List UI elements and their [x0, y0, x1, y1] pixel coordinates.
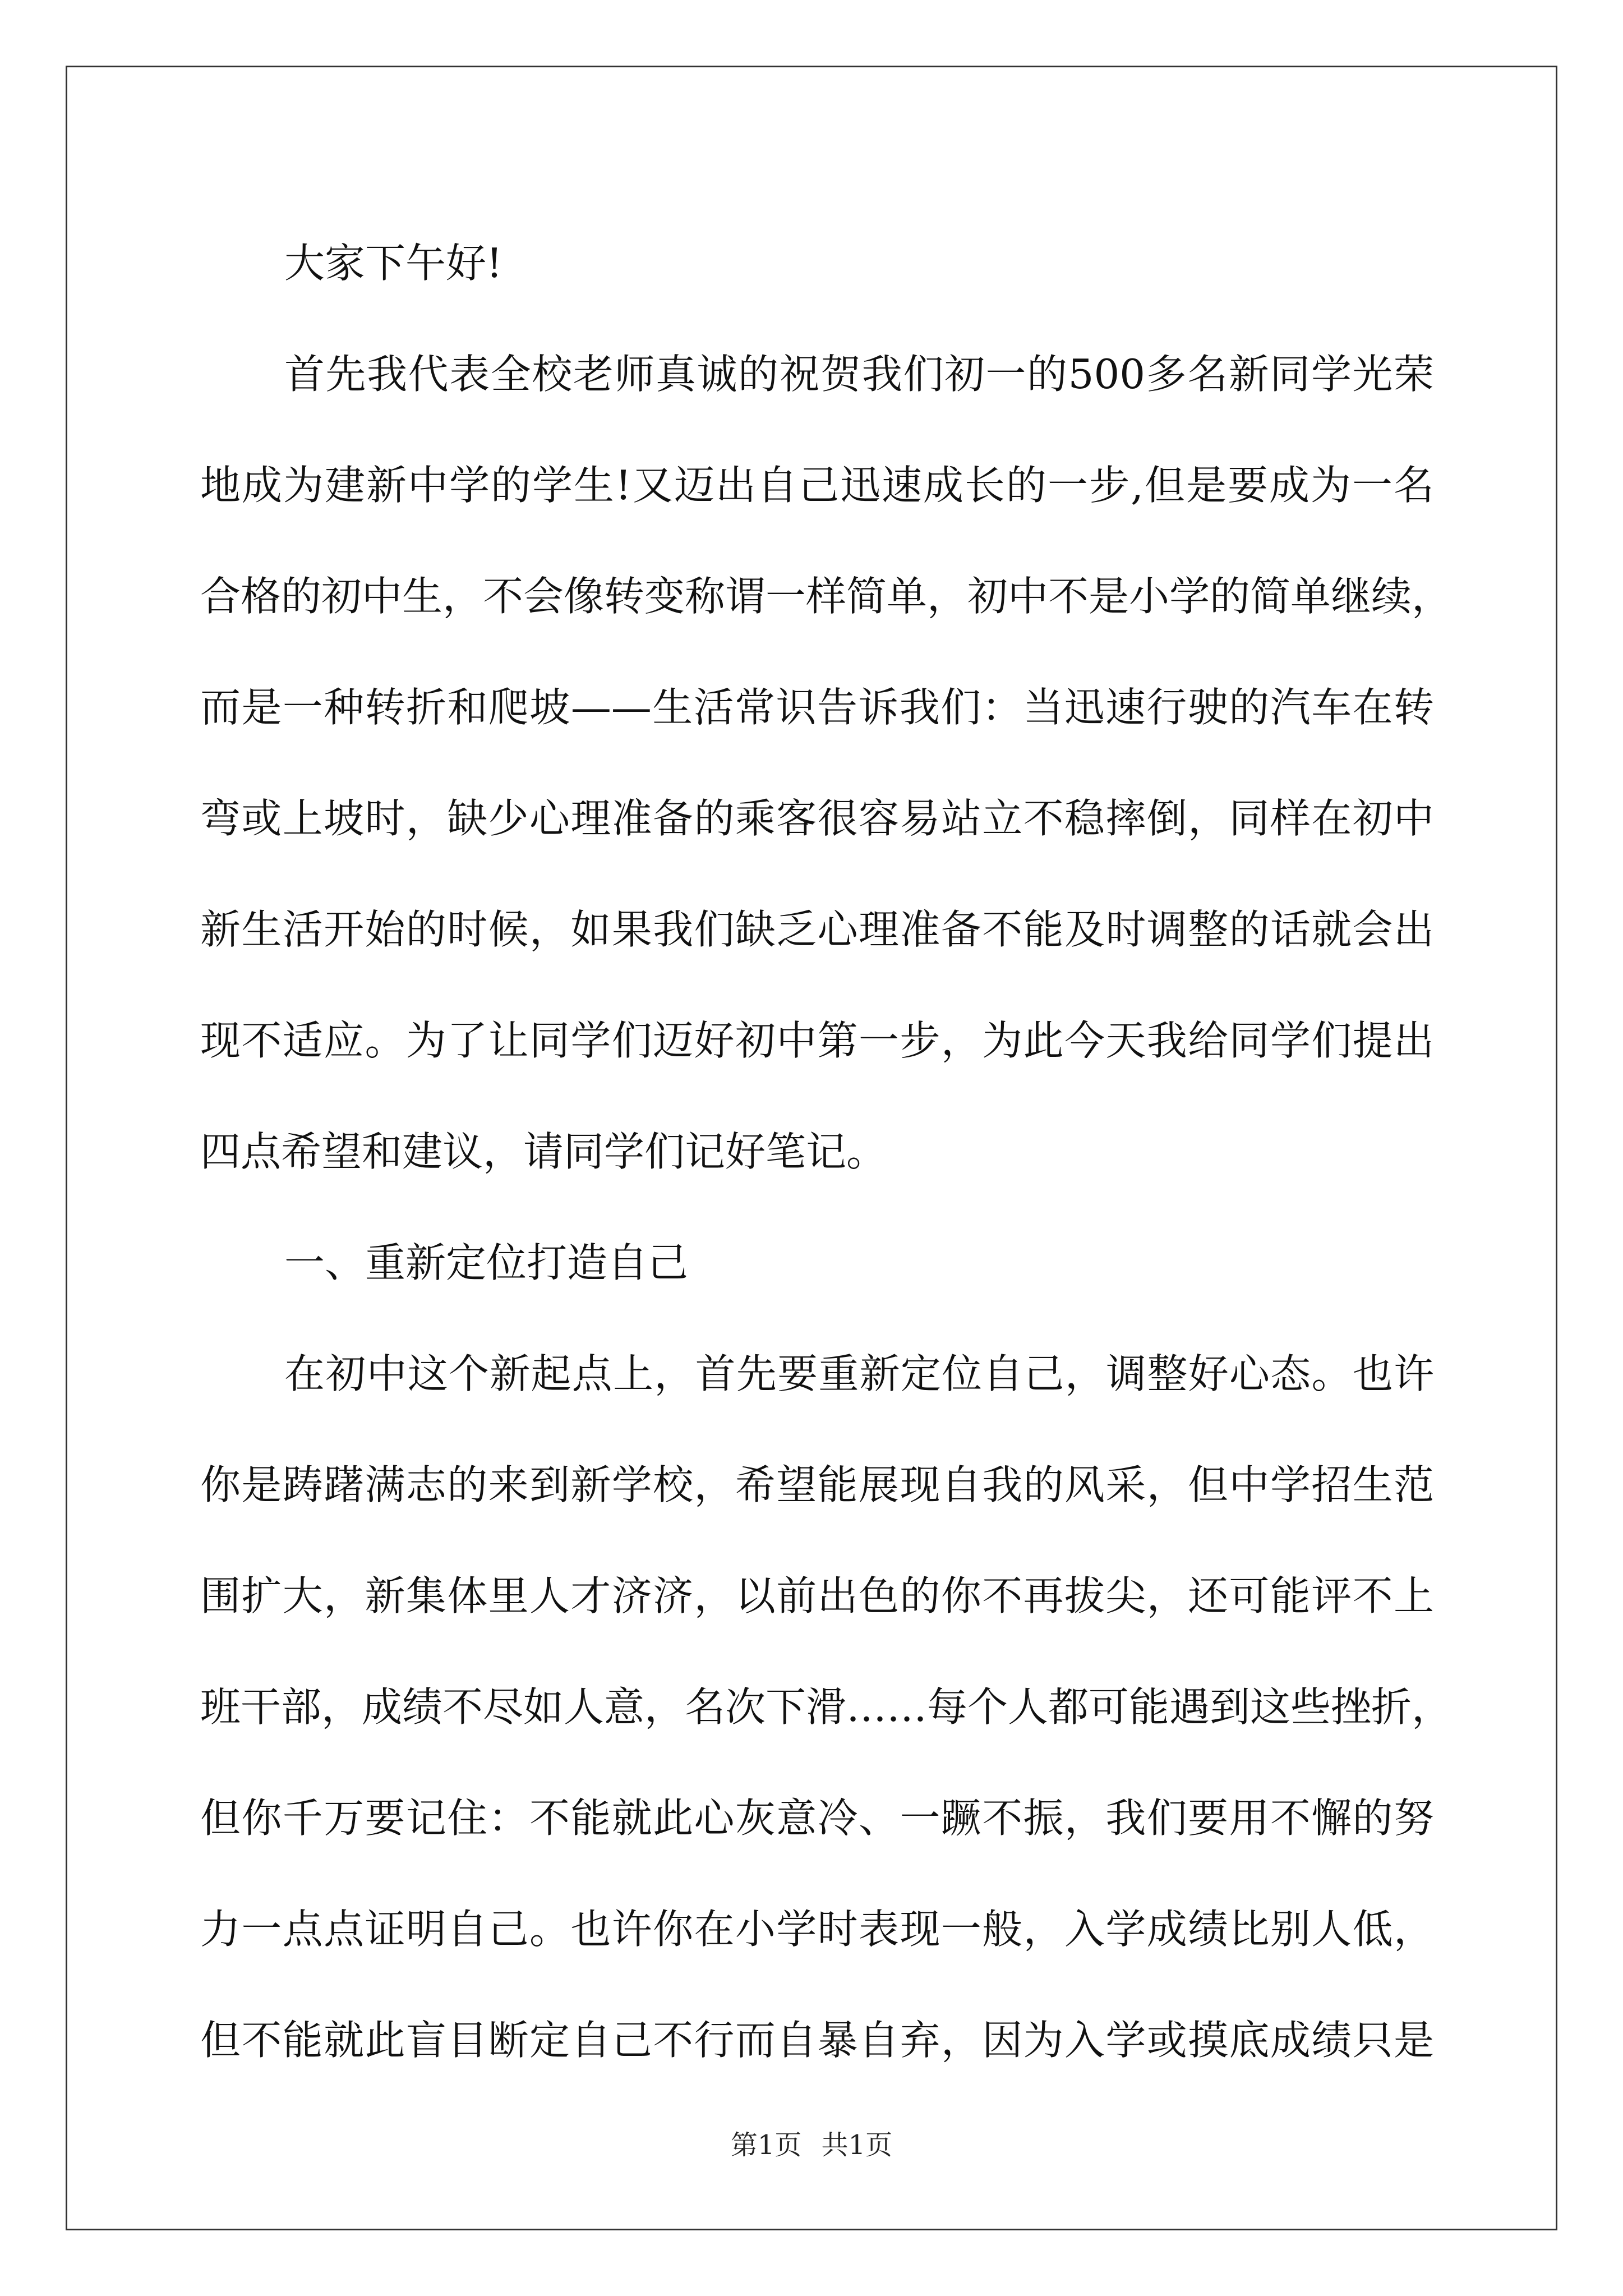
paragraph-line: 你是踌躇满志的来到新学校，希望能展现自我的风采，但中学招生范 [200, 1461, 1434, 1508]
paragraph-line: 弯或上坡时，缺少心理准备的乘客很容易站立不稳摔倒，同样在初中 [200, 795, 1434, 842]
paragraph-line: 力一点点证明自己。也许你在小学时表现一般，入学成绩比别人低， [200, 1906, 1434, 1953]
paragraph-line: 围扩大，新集体里人才济济，以前出色的你不再拔尖，还可能评不上 [200, 1572, 1434, 1619]
paragraph-line: 大家下午好! [284, 240, 502, 287]
page-total: 共1页 [821, 2129, 893, 2161]
paragraph-line: 新生活开始的时候，如果我们缺乏心理准备不能及时调整的话就会出 [200, 906, 1434, 953]
paragraph-line: 在初中这个新起点上，首先要重新定位自己，调整好心态。也许 [284, 1350, 1434, 1397]
paragraph-line: 但你千万要记住：不能就此心灰意冷、一蹶不振，我们要用不懈的努 [200, 1795, 1434, 1842]
page-number: 第1页 [730, 2129, 802, 2161]
paragraph-line: 而是一种转折和爬坡——生活常识告诉我们：当迅速行驶的汽车在转 [200, 684, 1434, 731]
paragraph-line: 四点希望和建议，请同学们记好笔记。 [200, 1128, 887, 1175]
paragraph-line: 班干部，成绩不尽如人意，名次下滑……每个人都可能遇到这些挫折， [200, 1683, 1453, 1731]
paragraph-line: 首先我代表全校老师真诚的祝贺我们初一的500多名新同学光荣 [284, 351, 1434, 398]
section-heading: 一、重新定位打造自己 [284, 1239, 689, 1286]
document-body [200, 208, 1453, 2096]
paragraph-line: 但不能就此盲目断定自己不行而自暴自弃，因为入学或摸底成绩只是 [200, 2017, 1434, 2064]
paragraph-line: 合格的初中生，不会像转变称谓一样简单，初中不是小学的简单继续， [200, 573, 1453, 620]
page-footer [0, 2123, 1623, 2162]
paragraph-line: 现不适应。为了让同学们迈好初中第一步，为此今天我给同学们提出 [200, 1017, 1434, 1064]
paragraph-line: 地成为建新中学的学生!又迈出自己迅速成长的一步,但是要成为一名 [200, 462, 1434, 509]
